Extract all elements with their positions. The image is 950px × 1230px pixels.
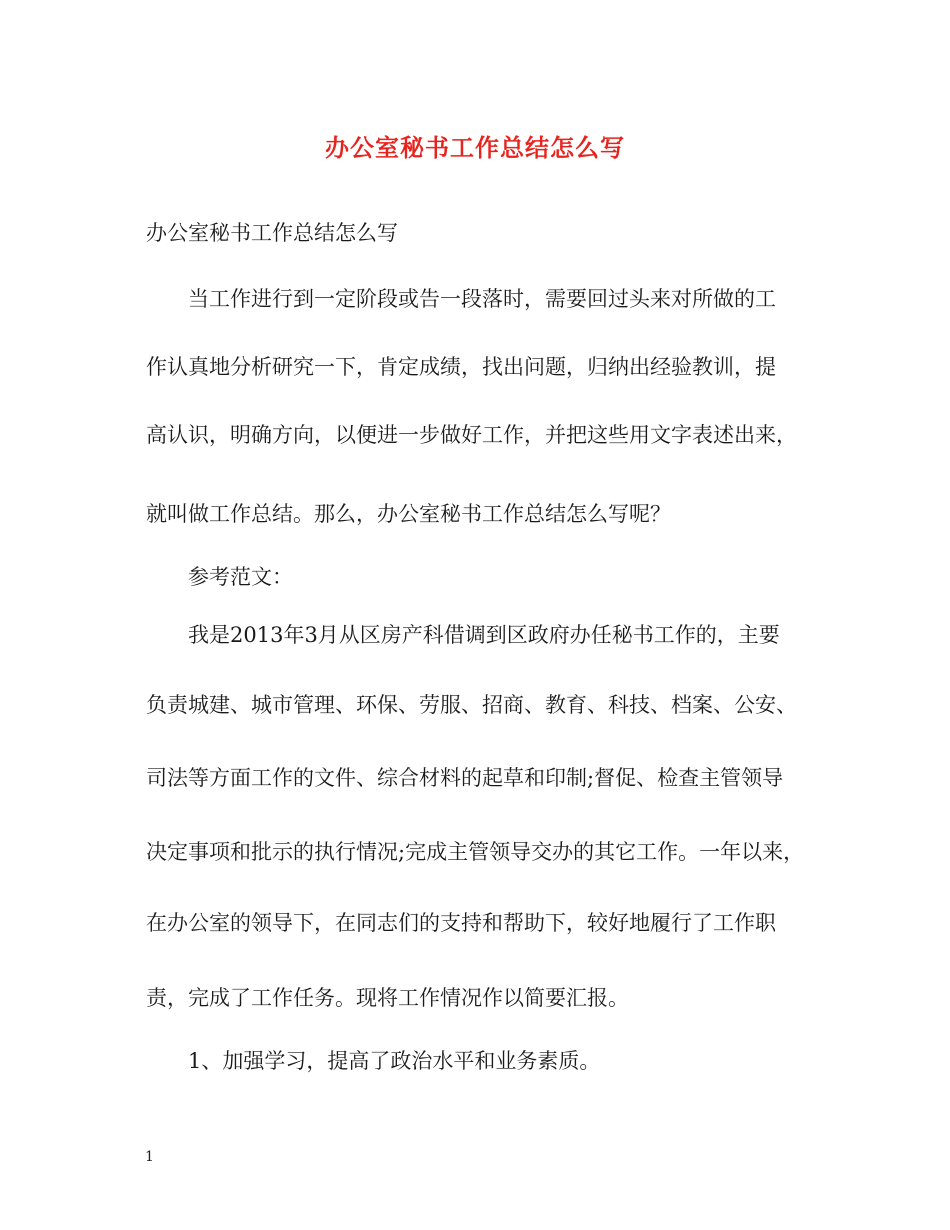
- paragraph-line: 我是2013年3月从区房产科借调到区政府办任秘书工作的，主要: [188, 623, 780, 647]
- paragraph-line: 当工作进行到一定阶段或告一段落时，需要回过头来对所做的工: [188, 287, 776, 311]
- paragraph-line: 高认识，明确方向，以便进一步做好工作，并把这些用文字表述出来，: [146, 423, 797, 447]
- paragraph-line: 负责城建、城市管理、环保、劳服、招商、教育、科技、档案、公安、: [146, 693, 797, 717]
- paragraph-line: 司法等方面工作的文件、综合材料的起草和印制;督促、检查主管领导: [146, 766, 784, 790]
- reference-heading: 参考范文：: [188, 565, 293, 589]
- document-subtitle: 办公室秘书工作总结怎么写: [146, 221, 398, 245]
- document-title: 办公室秘书工作总结怎么写: [325, 133, 625, 162]
- section-heading: 1、加强学习，提高了政治水平和业务素质。: [188, 1049, 601, 1073]
- paragraph-line: 决定事项和批示的执行情况;完成主管领导交办的其它工作。一年以来，: [146, 840, 805, 864]
- page-number: 1: [145, 1149, 154, 1165]
- paragraph-line: 作认真地分析研究一下，肯定成绩，找出问题，归纳出经验教训，提: [146, 355, 776, 379]
- paragraph-line: 责，完成了工作任务。现将工作情况作以简要汇报。: [146, 986, 629, 1010]
- paragraph-line: 就叫做工作总结。那么，办公室秘书工作总结怎么写呢？: [146, 502, 671, 526]
- paragraph-line: 在办公室的领导下，在同志们的支持和帮助下，较好地履行了工作职: [146, 911, 776, 935]
